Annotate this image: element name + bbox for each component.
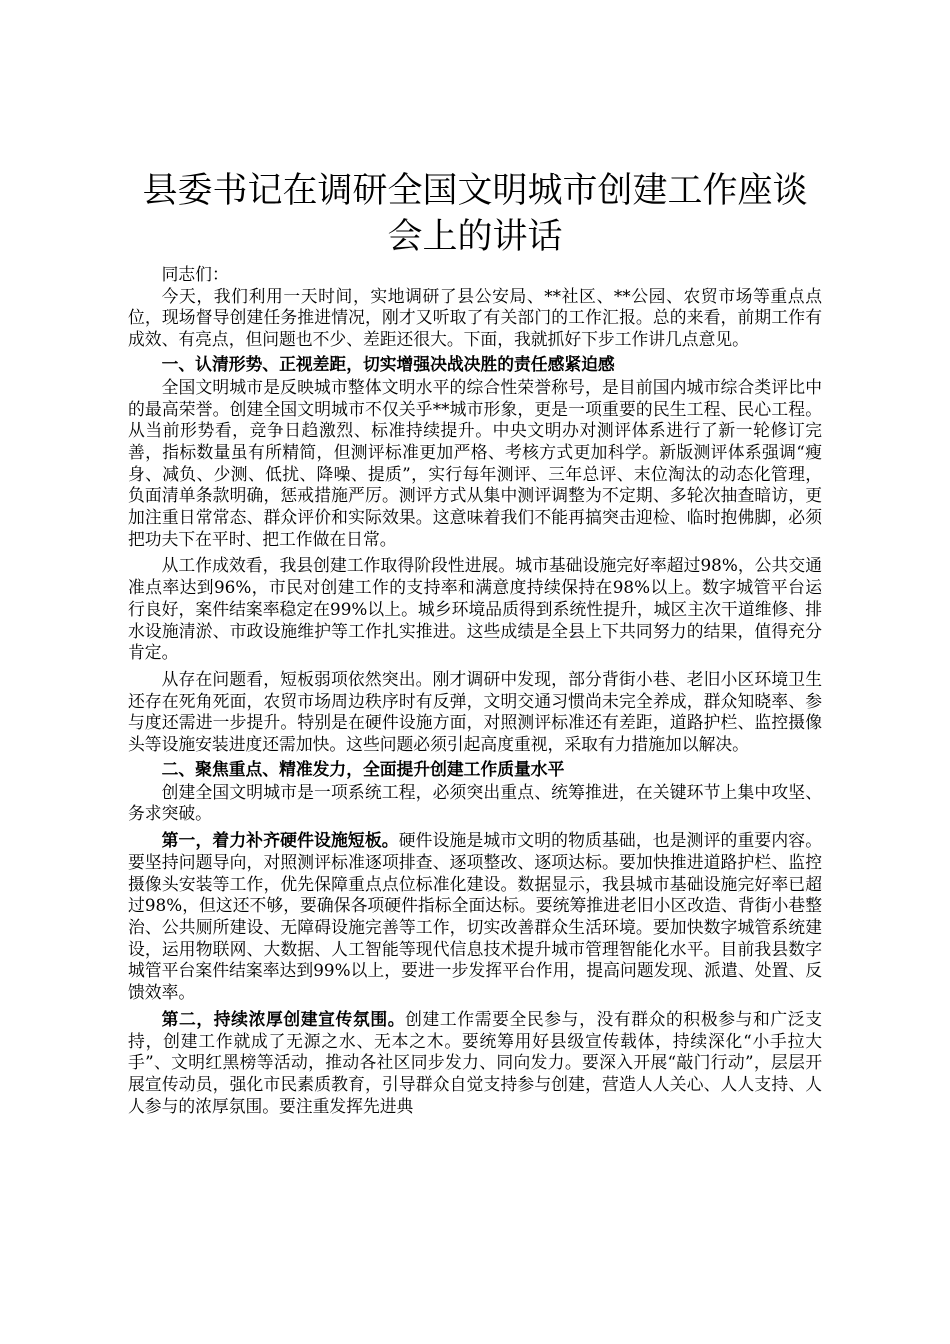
section-2-item-2-text: 创建工作需要全民参与，没有群众的积极参与和广泛支持，创建工作就成了无源之水、无本之木。要统筹用好县级宣传载体，持续深化“小手拉大手”、文明红黑榜等活动，推动各社区同步发力、同向发力。要深入开展“敲门行动”，层层开展宣传动员，强化市民素质教育，引导群众自觉支持参与创建，营造人人关心、人人支持、人人参与的浓厚氛围。要注重发挥先进典: [128, 1008, 822, 1116]
section-2-item-1: [128, 830, 822, 1004]
intro-paragraph: 今天，我们利用一天时间，实地调研了县公安局、**社区、**公园、农贸市场等重点点位，现场督导创建任务推进情况，刚才又听取了有关部门的工作汇报。总的来看，前期工作有成效、有亮点，但问题也不少、差距还很大。下面，我就抓好下步工作讲几点意见。: [128, 285, 822, 350]
section-2-item-2: [128, 1009, 822, 1118]
section-2-heading: 二、聚焦重点、精准发力，全面提升创建工作质量水平: [161, 758, 565, 779]
section-1-paragraph-1: 全国文明城市是反映城市整体文明水平的综合性荣誉称号，是目前国内城市综合类评比中的最高荣誉。创建全国文明城市不仅关乎**城市形象，更是一项重要的民生工程、民心工程。从当前形势看，竞争日趋激烈、标准持续提升。中央文明办对测评体系进行了新一轮修订完善，指标数量虽有所精简，但测评标准更加严格、考核方式更加科学。新版测评体系强调“瘦身、减负、少测、低扰、降噪、提质”，实行每年测评、三年总评、末位淘汰的动态化管理，负面清单条款明确，惩戒措施严厉。测评方式从集中测评调整为不定期、多轮次抽查暗访，更加注重日常常态、群众评价和实际效果。这意味着我们不能再搞突击迎检、临时抱佛脚，必须把功夫下在平时、把工作做在日常。: [128, 376, 822, 549]
document-page: [128, 168, 822, 1117]
salutation: 同志们：: [161, 264, 229, 284]
document-title: 县委书记在调研全国文明城市创建工作座谈会上的讲话: [142, 171, 808, 257]
section-2-paragraph-1: 创建全国文明城市是一项系统工程，必须突出重点、统筹推进，在关键环节上集中攻坚、务求突破。: [128, 781, 822, 824]
section-2-item-2-lead: 第二，持续浓厚创建宣传氛围。: [161, 1008, 406, 1029]
section-2-item-1-text: 硬件设施是城市文明的物质基础，也是测评的重要内容。要坚持问题导向，对照测评标准逐项排查、逐项整改、逐项达标。要加快推进道路护栏、监控摄像头安装等工作，优先保障重点点位标准化建设。数据显示，我县城市基础设施完好率已超过98%，但这还不够，要确保各项硬件指标全面达标。要统筹推进老旧小区改造、背街小巷整治、公共厕所建设、无障碍设施完善等工作，切实改善群众生活环境。要加快数字城管系统建设，运用物联网、大数据、人工智能等现代信息技术提升城市管理智能化水平。目前我县数字城管平台案件结案率达到99%以上，要进一步发挥平台作用，提高问题发现、派遣、处置、反馈效率。: [128, 830, 822, 1003]
section-2-item-1-lead: 第一，着力补齐硬件设施短板。: [161, 830, 399, 851]
section-1-paragraph-2: 从工作成效看，我县创建工作取得阶段性进展。城市基础设施完好率超过98%，公共交通准点率达到96%，市民对创建工作的支持率和满意度持续保持在98%以上。数字城管平台运行良好，案件结案率稳定在99%以上。城乡环境品质得到系统性提升，城区主次干道维修、排水设施清淤、市政设施维护等工作扎实推进。这些成绩是全县上下共同努力的结果，值得充分肯定。: [128, 555, 822, 663]
document-body: [128, 264, 822, 1117]
section-1-heading: 一、认清形势、正视差距，切实增强决战决胜的责任感紧迫感: [161, 353, 615, 374]
section-1-paragraph-3: 从存在问题看，短板弱项依然突出。刚才调研中发现，部分背街小巷、老旧小区环境卫生还存在死角死面，农贸市场周边秩序时有反弹，文明交通习惯尚未完全养成，群众知晓率、参与度还需进一步提升。特别是在硬件设施方面，对照测评标准还有差距，道路护栏、监控摄像头等设施安装进度还需加快。这些问题必须引起高度重视，采取有力措施加以解决。: [128, 668, 822, 755]
